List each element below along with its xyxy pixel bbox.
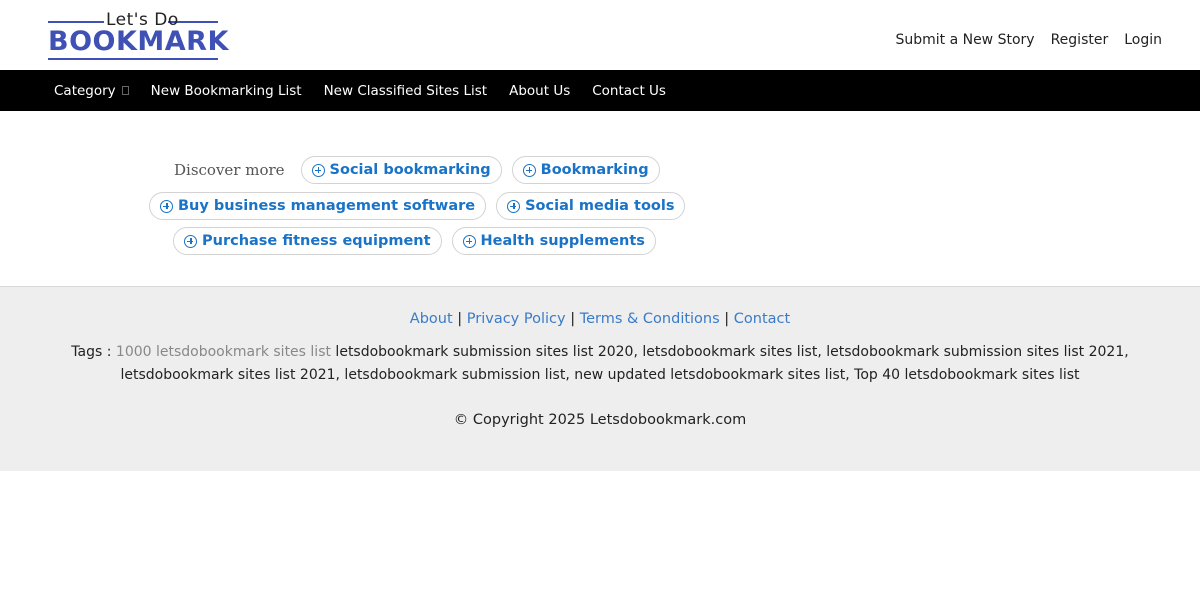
nav-about-us[interactable]: About Us <box>509 82 571 99</box>
site-logo[interactable] <box>48 10 229 60</box>
plus-circle-icon <box>312 164 325 177</box>
discover-pill[interactable]: Health supplements <box>452 227 656 255</box>
tags-label: Tags : <box>71 344 116 360</box>
site-header <box>0 0 1200 70</box>
nav-contact-us[interactable]: Contact Us <box>592 82 666 99</box>
plus-circle-icon <box>160 200 173 213</box>
site-footer <box>0 286 1200 471</box>
discover-pill[interactable]: Social bookmarking <box>301 156 502 184</box>
discover-pill[interactable]: Purchase fitness equipment <box>173 227 442 255</box>
plus-circle-icon <box>523 164 536 177</box>
discover-pill[interactable]: Social media tools <box>496 192 685 220</box>
tag-link[interactable]: 1000 letsdobookmark sites list <box>115 344 331 360</box>
footer-terms-link[interactable]: Terms & Conditions <box>579 311 720 327</box>
chevron-down-icon <box>122 86 129 95</box>
footer-contact-link[interactable]: Contact <box>733 311 791 327</box>
discover-label: Discover more <box>174 161 285 179</box>
submit-story-link[interactable]: Submit a New Story <box>895 32 1035 48</box>
plus-circle-icon <box>507 200 520 213</box>
footer-about-link[interactable]: About <box>409 311 453 327</box>
login-link[interactable]: Login <box>1124 32 1162 48</box>
footer-links: About | Privacy Policy | Terms & Conditions | Contact <box>409 311 791 327</box>
main-nav <box>0 70 1200 111</box>
discover-pill[interactable]: Bookmarking <box>512 156 660 184</box>
nav-category[interactable]: Category <box>54 83 129 99</box>
logo-small-text: Let's Do <box>106 10 179 30</box>
discover-more-section <box>0 111 1200 286</box>
nav-new-classified-sites-list[interactable]: New Classified Sites List <box>323 82 488 99</box>
footer-privacy-link[interactable]: Privacy Policy <box>466 311 566 327</box>
register-link[interactable]: Register <box>1050 32 1109 48</box>
tags-list: letsdobookmark submission sites list 2020, letsdobookmark sites list, letsdobookmark submission sites list 2021, letsdobookmark sites list 2021, letsdobookmark submission list, new updated letsdobookmark sites list, Top 40 letsdobookmark sites list <box>120 344 1129 383</box>
copyright-text: © Copyright 2025 Letsdobookmark.com <box>453 412 747 428</box>
logo-big-text: BOOKMARK <box>48 26 229 57</box>
plus-circle-icon <box>184 235 197 248</box>
nav-new-bookmarking-list[interactable]: New Bookmarking List <box>150 82 302 99</box>
footer-tags <box>45 341 1155 387</box>
plus-circle-icon <box>463 235 476 248</box>
header-links <box>895 32 1162 48</box>
discover-pill[interactable]: Buy business management software <box>149 192 486 220</box>
